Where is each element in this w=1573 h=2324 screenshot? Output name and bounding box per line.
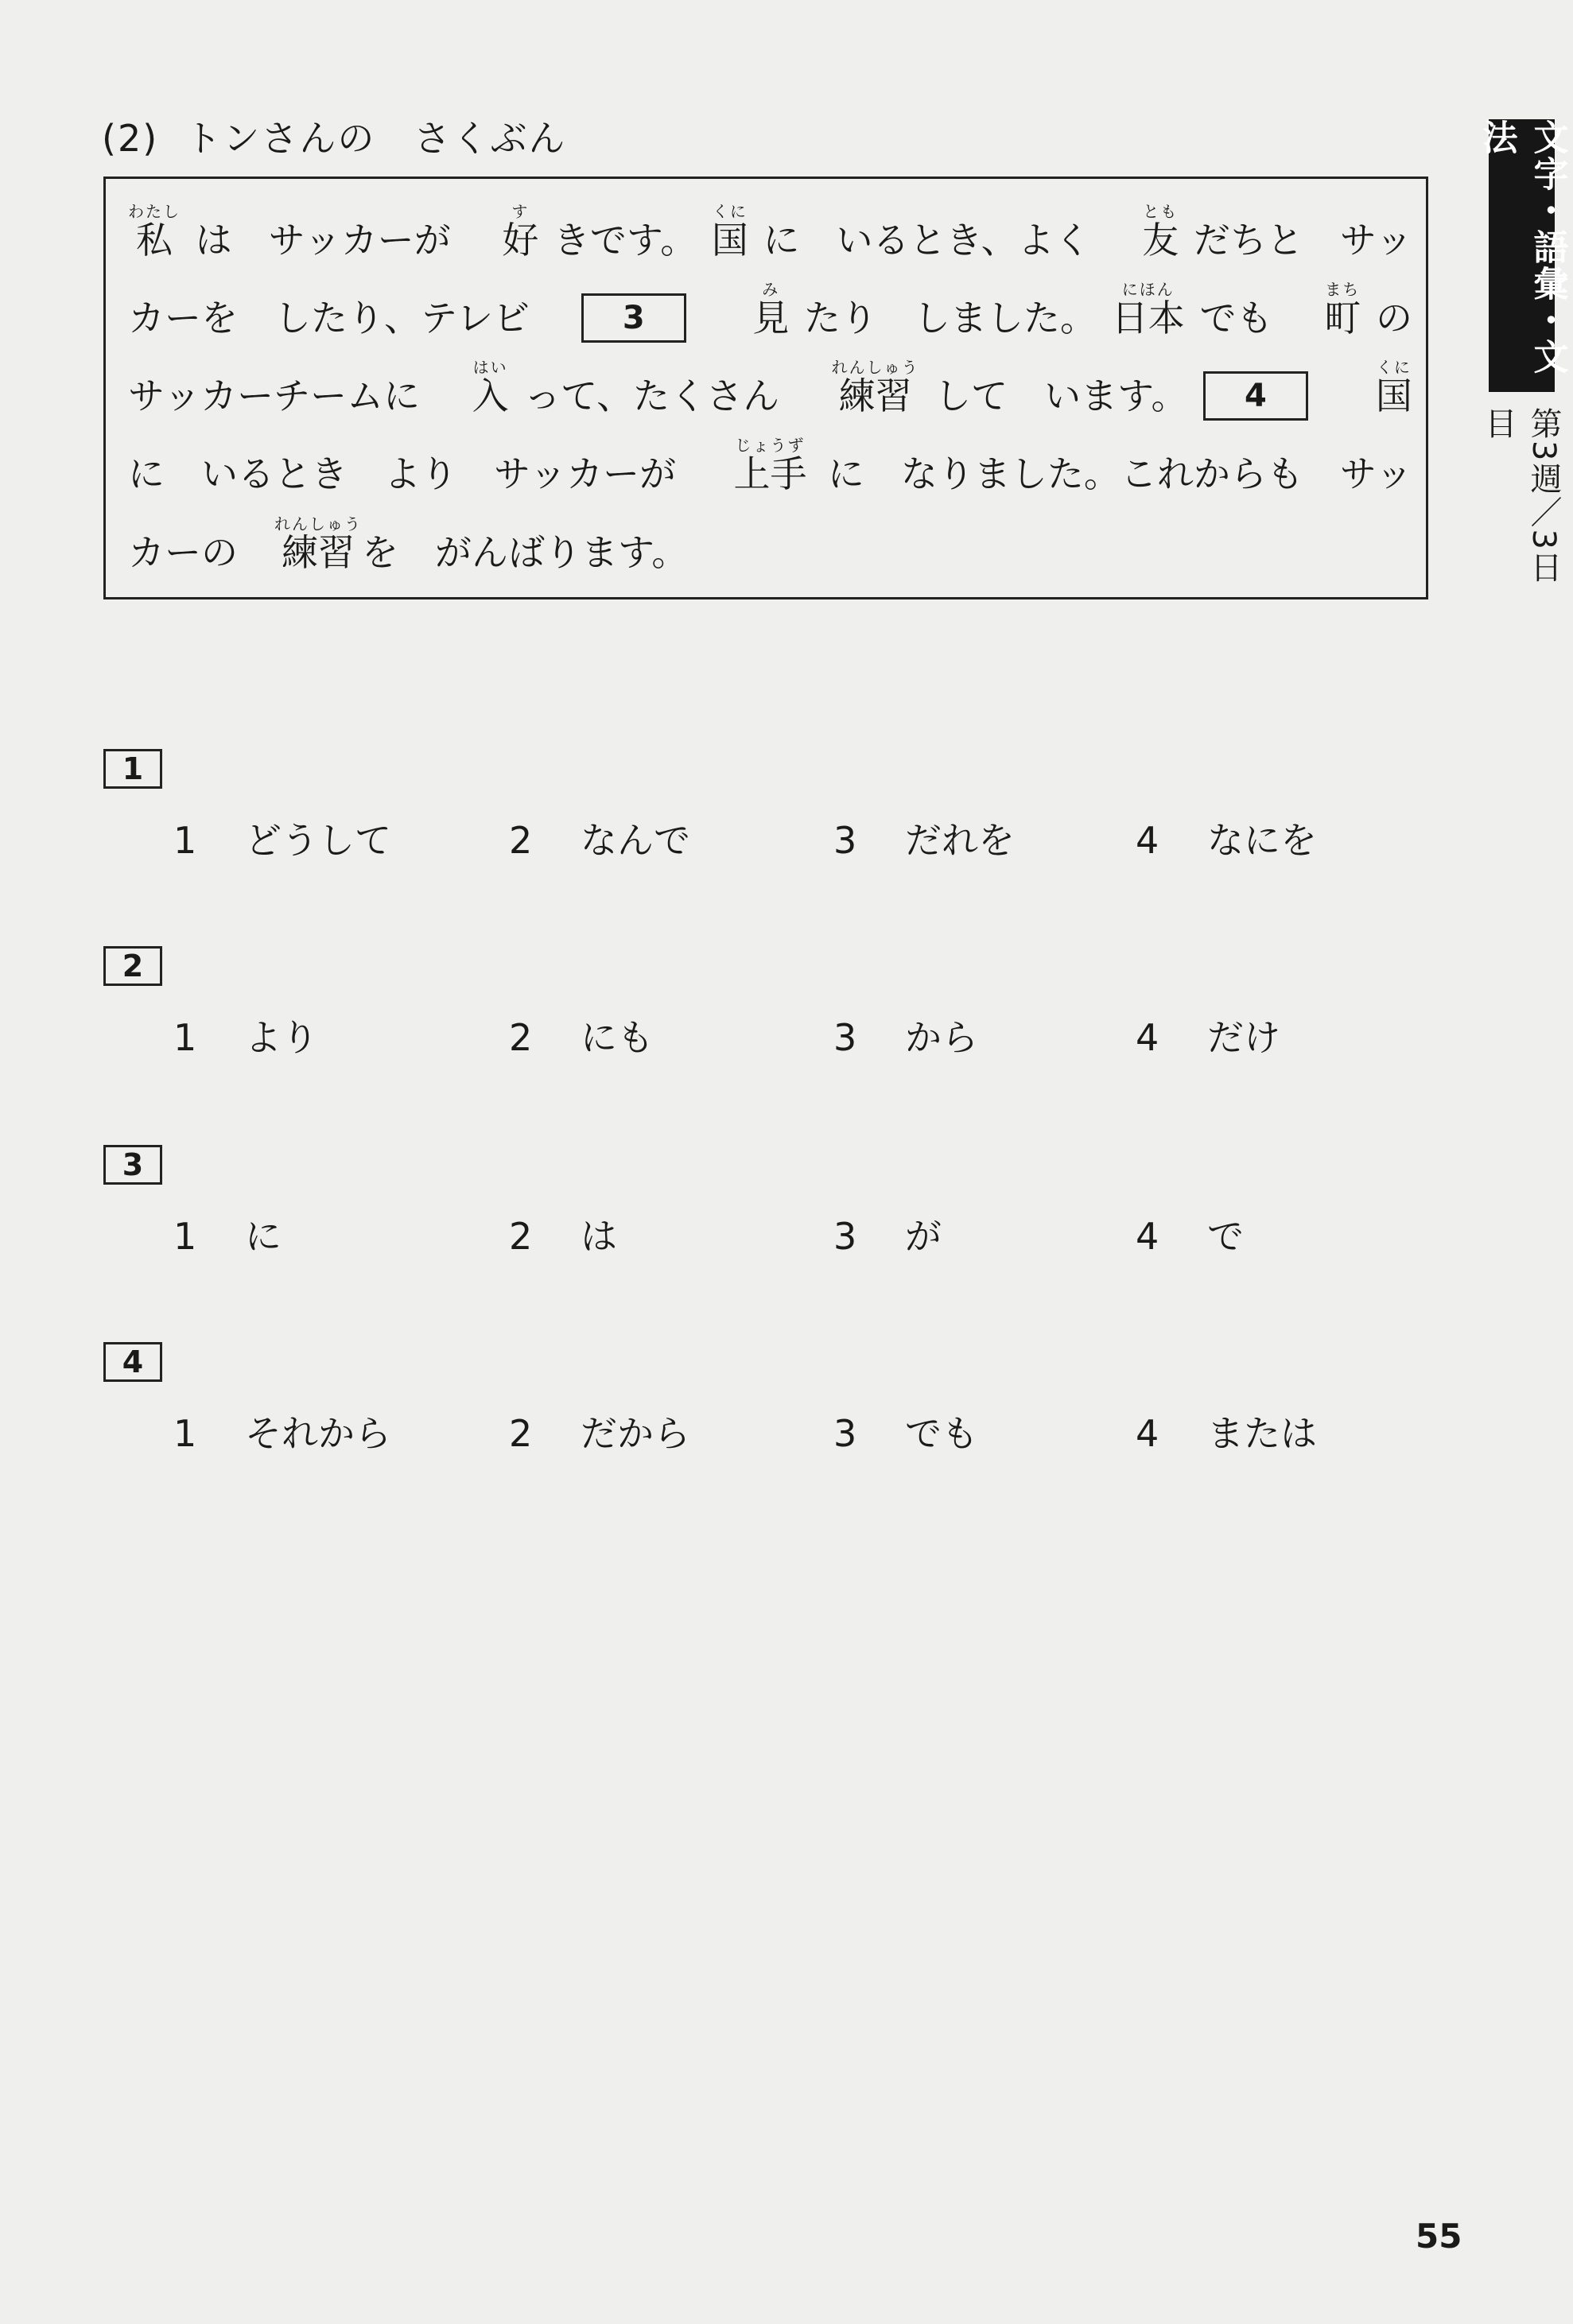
answer-choice[interactable] [509,1016,654,1059]
choice-number: 2 [509,1412,533,1455]
question-number-box: 4 [103,1342,162,1382]
choice-text: だから [581,1412,690,1455]
essay-text [1323,357,1360,414]
choice-number: 2 [509,1016,533,1059]
choice-text: または [1207,1412,1317,1455]
essay-box [103,177,1428,599]
furigana: くに [1376,358,1412,377]
furigana: じょうず [735,436,806,455]
furigana: とも [1143,202,1179,221]
furigana: み [762,280,780,299]
section-heading: (2) トンさんの さくぶん [102,117,567,160]
question-number-box: 1 [103,749,162,789]
choice-text: は [581,1215,617,1258]
answer-choice[interactable] [833,1215,942,1258]
choice-number: 4 [1136,1412,1159,1455]
essay-text: でも [1199,297,1310,339]
question-number-box: 3 [103,1145,162,1185]
choice-number: 1 [173,1412,197,1455]
furigana: れんしゅう [831,358,919,377]
essay-line [128,414,1412,495]
choice-number: 4 [1136,1016,1159,1059]
choice-text: なにを [1207,819,1317,862]
essay-text: きです。 [553,219,697,262]
choice-number: 2 [509,1215,533,1258]
choice-text: でも [905,1412,978,1455]
ruby-word: わたし 私 [128,202,181,262]
answer-choice[interactable] [173,1215,282,1258]
answer-choice[interactable] [1136,819,1317,862]
ruby-word: くに 国 [711,202,748,262]
answer-choice[interactable] [1136,1016,1280,1059]
answer-choice[interactable] [509,819,690,862]
answer-choice[interactable] [1136,1215,1244,1258]
choice-text: に [245,1215,282,1258]
choice-number: 4 [1136,1215,1159,1258]
essay-text: の [1375,297,1412,339]
ruby-word: にほん 日本 [1111,280,1185,339]
furigana: にほん [1121,280,1175,299]
answer-choice[interactable] [833,1412,978,1455]
choice-number: 1 [173,819,197,862]
essay-line [128,336,1412,417]
side-tab: 文字・語彙・文法 [1489,119,1555,392]
ruby-word: れんしゅう 練習 [831,358,919,417]
choice-text: にも [581,1016,654,1059]
essay-line [128,258,1412,339]
answer-choice[interactable] [1136,1412,1317,1455]
essay-text: って、たくさん [524,374,817,417]
essay-text: だちと サッ [1193,219,1412,262]
essay-text: たり しました。 [804,297,1097,339]
furigana: はい [472,358,508,377]
essay-text: カーを したり、テレビ [128,297,567,339]
choice-number: 2 [509,819,533,862]
answer-choice[interactable] [173,819,391,862]
essay-text: サッカーチームに [128,374,457,417]
answer-choice[interactable] [833,1016,978,1059]
ruby-word: まち 町 [1324,280,1361,339]
question-number-box: 2 [103,946,162,986]
essay-text: に なりました。これからも サッ [827,452,1412,495]
answer-blank-3: 3 [581,293,686,343]
choice-number: 1 [173,1215,197,1258]
choice-number: 3 [833,819,857,862]
ruby-word: はい 入 [472,358,509,417]
choice-number: 3 [833,1412,857,1455]
ruby-word: くに 国 [1375,358,1412,417]
choice-number: 1 [173,1016,197,1059]
ruby-word: み 見 [752,280,790,339]
choice-number: 3 [833,1215,857,1258]
answer-choice[interactable] [173,1016,318,1059]
side-tab-subtitle: 第3週／3日目 [1480,407,1562,584]
essay-line [128,180,1412,262]
choice-text: だれを [905,819,1015,862]
choice-text: それから [245,1412,391,1455]
ruby-word: とも 友 [1142,202,1179,262]
furigana: れんしゅう [274,514,362,533]
choice-number: 4 [1136,819,1159,862]
essay-text: は サッカーが [195,219,487,262]
answer-choice[interactable] [833,819,1015,862]
furigana: まち [1325,280,1361,299]
answer-choice[interactable] [173,1412,391,1455]
choice-text: が [905,1215,942,1258]
essay-text: カーの [128,531,274,574]
choice-text: なんで [581,819,690,862]
ruby-word: す 好 [502,202,539,262]
furigana: す [511,202,530,221]
choice-text: どうして [245,819,391,862]
essay-text: して います。 [934,374,1188,417]
choice-text: だけ [1207,1016,1280,1059]
essay-line [128,493,1412,574]
answer-blank-4: 4 [1203,371,1308,421]
furigana: くに [712,202,748,221]
answer-choice[interactable] [509,1215,617,1258]
page-number: 55 [1416,2217,1462,2256]
ruby-word: じょうず 上手 [733,436,807,495]
choice-text: から [905,1016,978,1059]
ruby-word: れんしゅう 練習 [274,514,362,574]
choice-text: より [245,1016,318,1059]
choice-number: 3 [833,1016,857,1059]
essay-text [701,279,738,336]
essay-text: に いるとき、よく [763,219,1128,262]
essay-text: に いるとき より サッカーが [128,452,713,495]
furigana: わたし [128,202,181,221]
choice-text: で [1207,1215,1244,1258]
answer-choice[interactable] [509,1412,690,1455]
essay-text: を がんばります。 [362,531,689,574]
